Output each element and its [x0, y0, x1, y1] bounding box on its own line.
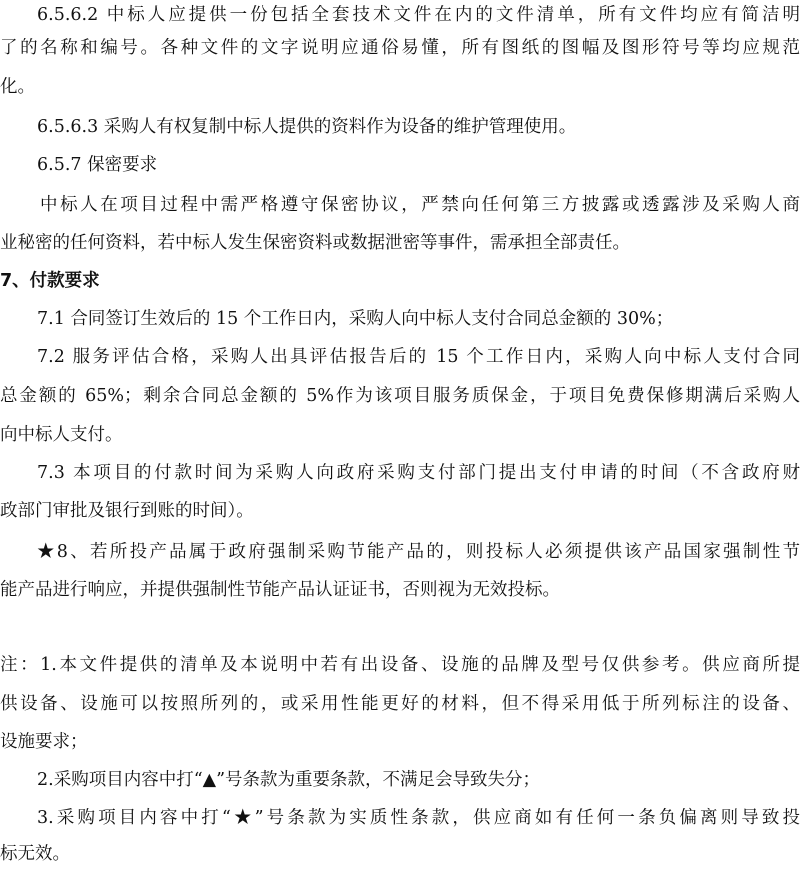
note-1-line-1: 注：1.本文件提供的清单及本说明中若有出设备、设施的品牌及型号仅供参考。供应商所提	[0, 655, 800, 675]
note-2: 2.采购项目内容中打“▲”号条款为重要条款，不满足会导致失分；	[37, 770, 541, 790]
note-1-line-3: 设施要求；	[0, 732, 88, 752]
section-7-heading: 7、付款要求	[0, 271, 100, 291]
clause-7-3-line-1: 7.3 本项目的付款时间为采购人向政府采购支付部门提出支付申请的时间（不含政府财	[37, 463, 800, 483]
clause-7-2-line-2: 总金额的 65%；剩余合同总金额的 5%作为该项目服务质保金，于项目免费保修期满后采购人	[0, 386, 800, 406]
note-3-line-2: 标无效。	[0, 844, 70, 864]
section-6-5-7-heading: 6.5.7 保密要求	[37, 155, 158, 175]
clause-7-1: 7.1 合同签订生效后的 15 个工作日内，采购人向中标人支付合同总金额的 30%；	[37, 309, 674, 329]
clause-7-2-line-1: 7.2 服务评估合格，采购人出具评估报告后的 15 个工作日内，采购人向中标人支付合同	[37, 347, 800, 367]
clause-6-5-6-2-line-2: 了的名称和编号。各种文件的文字说明应通俗易懂，所有图纸的图幅及图形符号等均应规范	[0, 38, 800, 58]
clause-8-line-1: ★8、若所投产品属于政府强制采购节能产品的，则投标人必须提供该产品国家强制性节	[37, 542, 800, 562]
clause-7-3-line-2: 政部门审批及银行到账的时间）。	[0, 501, 254, 521]
clause-6-5-6-3: 6.5.6.3 采购人有权复制中标人提供的资料作为设备的维护管理使用。	[37, 117, 577, 137]
note-3-line-1: 3.采购项目内容中打“★”号条款为实质性条款，供应商如有任何一条负偏离则导致投	[37, 808, 800, 828]
confidentiality-line-1: 中标人在项目过程中需严格遵守保密协议，严禁向任何第三方披露或透露涉及采购人商	[40, 195, 800, 215]
clause-8-line-2: 能产品进行响应，并提供强制性节能产品认证证书，否则视为无效投标。	[0, 580, 560, 600]
clause-6-5-6-2-line-1: 6.5.6.2 中标人应提供一份包括全套技术文件在内的文件清单，所有文件均应有简洁明	[37, 5, 800, 25]
clause-7-2-line-3: 向中标人支付。	[0, 425, 123, 445]
confidentiality-line-2: 业秘密的任何资料，若中标人发生保密资料或数据泄密等事件，需承担全部责任。	[0, 233, 630, 253]
note-1-line-2: 供设备、设施可以按照所列的，或采用性能更好的材料，但不得采用低于所列标注的设备、	[0, 694, 800, 714]
clause-6-5-6-2-line-3: 化。	[0, 77, 35, 97]
